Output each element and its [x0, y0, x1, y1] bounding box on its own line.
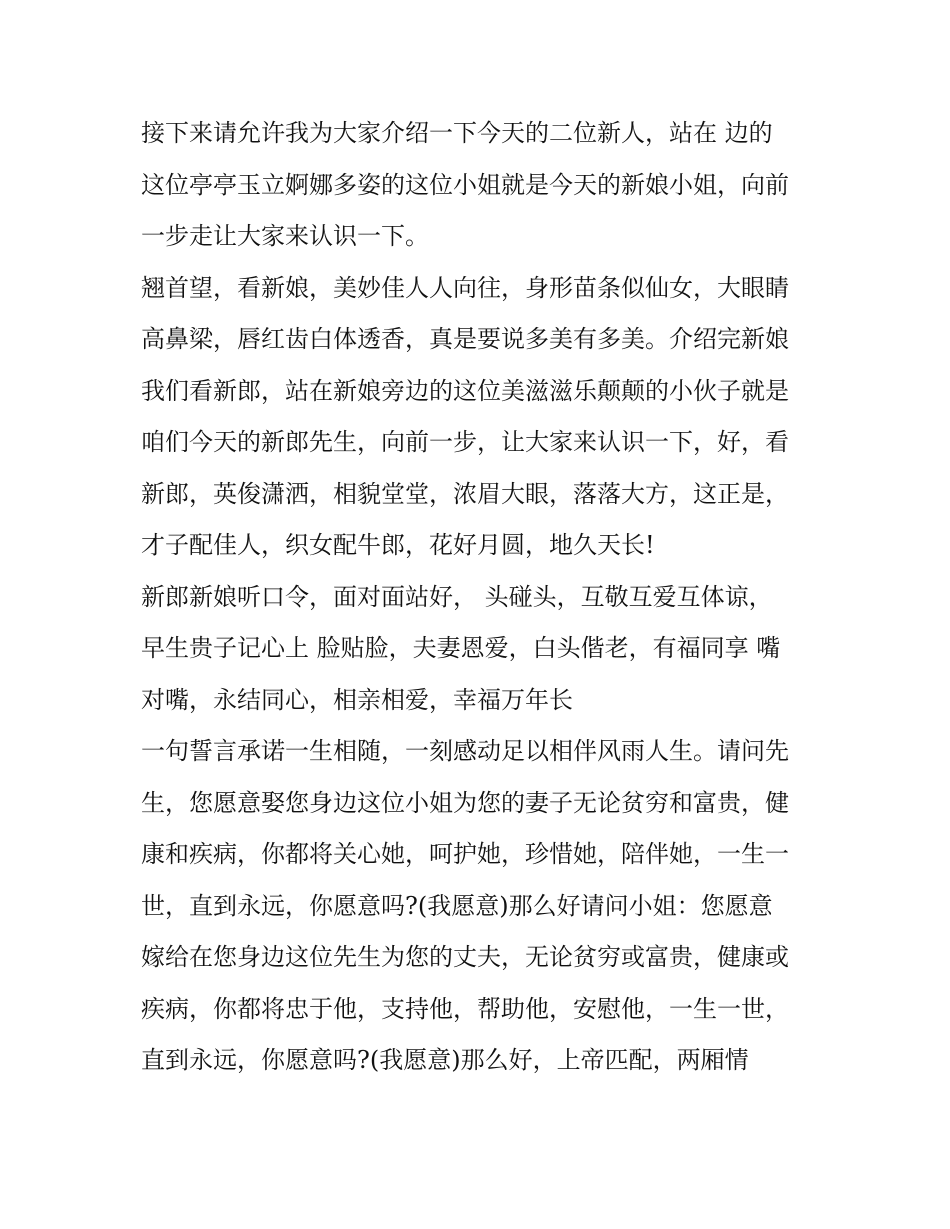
text-line: 生，您愿意娶您身边这位小姐为您的妻子无论贫穷和富贵，健 [141, 788, 789, 817]
text-line: 对嘴，永结同心，相亲相爱，幸福万年长 [141, 685, 573, 714]
text-line: 一步走让大家来认识一下。 [141, 222, 429, 250]
text-line: 咱们今天的新郎先生，向前一步，让大家来认识一下，好，看 [141, 428, 789, 456]
text-line: 新郎新娘听口令，面对面站好， 头碰头，互敬互爱互体谅， [141, 582, 773, 611]
text-line: 翘首望，看新娘，美妙佳人人向往，身形苗条似仙女，大眼睛 [141, 273, 789, 302]
text-line: 直到永远，你愿意吗?(我愿意)那么好，上帝匹配，两厢情 [141, 1046, 749, 1074]
text-line: 一句誓言承诺一生相随，一刻感动足以相伴风雨人生。请问先 [141, 737, 789, 765]
text-line: 高鼻梁，唇红齿白体透香，真是要说多美有多美。介绍完新娘 [141, 325, 789, 353]
text-line: 嫁给在您身边这位先生为您的丈夫，无论贫穷或富贵，健康或 [141, 943, 789, 971]
text-line: 接下来请允许我为大家介绍一下今天的二位新人，站在 边的 [141, 119, 773, 147]
text-line: 康和疾病，你都将关心她，呵护她，珍惜她，陪伴她，一生一 [141, 840, 789, 868]
text-line: 才子配佳人，织女配牛郎，花好月圆，地久天长! [141, 531, 655, 559]
text-line: 这位亭亭玉立婀娜多姿的这位小姐就是今天的新娘小姐，向前 [141, 170, 789, 199]
text-line: 新郎，英俊潇洒，相貌堂堂，浓眉大眼，落落大方，这正是， [141, 479, 789, 508]
text-line: 世，直到永远，你愿意吗?(我愿意)那么好请问小姐：您愿意 [141, 891, 773, 920]
text-line: 疾病，你都将忠于他，支持他，帮助他，安慰他，一生一世， [141, 994, 789, 1023]
text-line: 早生贵子记心上 脸贴脸，夫妻恩爱，白头偕老，有福同享 嘴 [141, 634, 781, 662]
body-text [141, 108, 831, 1087]
text-line: 我们看新郎，站在新娘旁边的这位美滋滋乐颠颠的小伙子就是 [141, 376, 789, 405]
